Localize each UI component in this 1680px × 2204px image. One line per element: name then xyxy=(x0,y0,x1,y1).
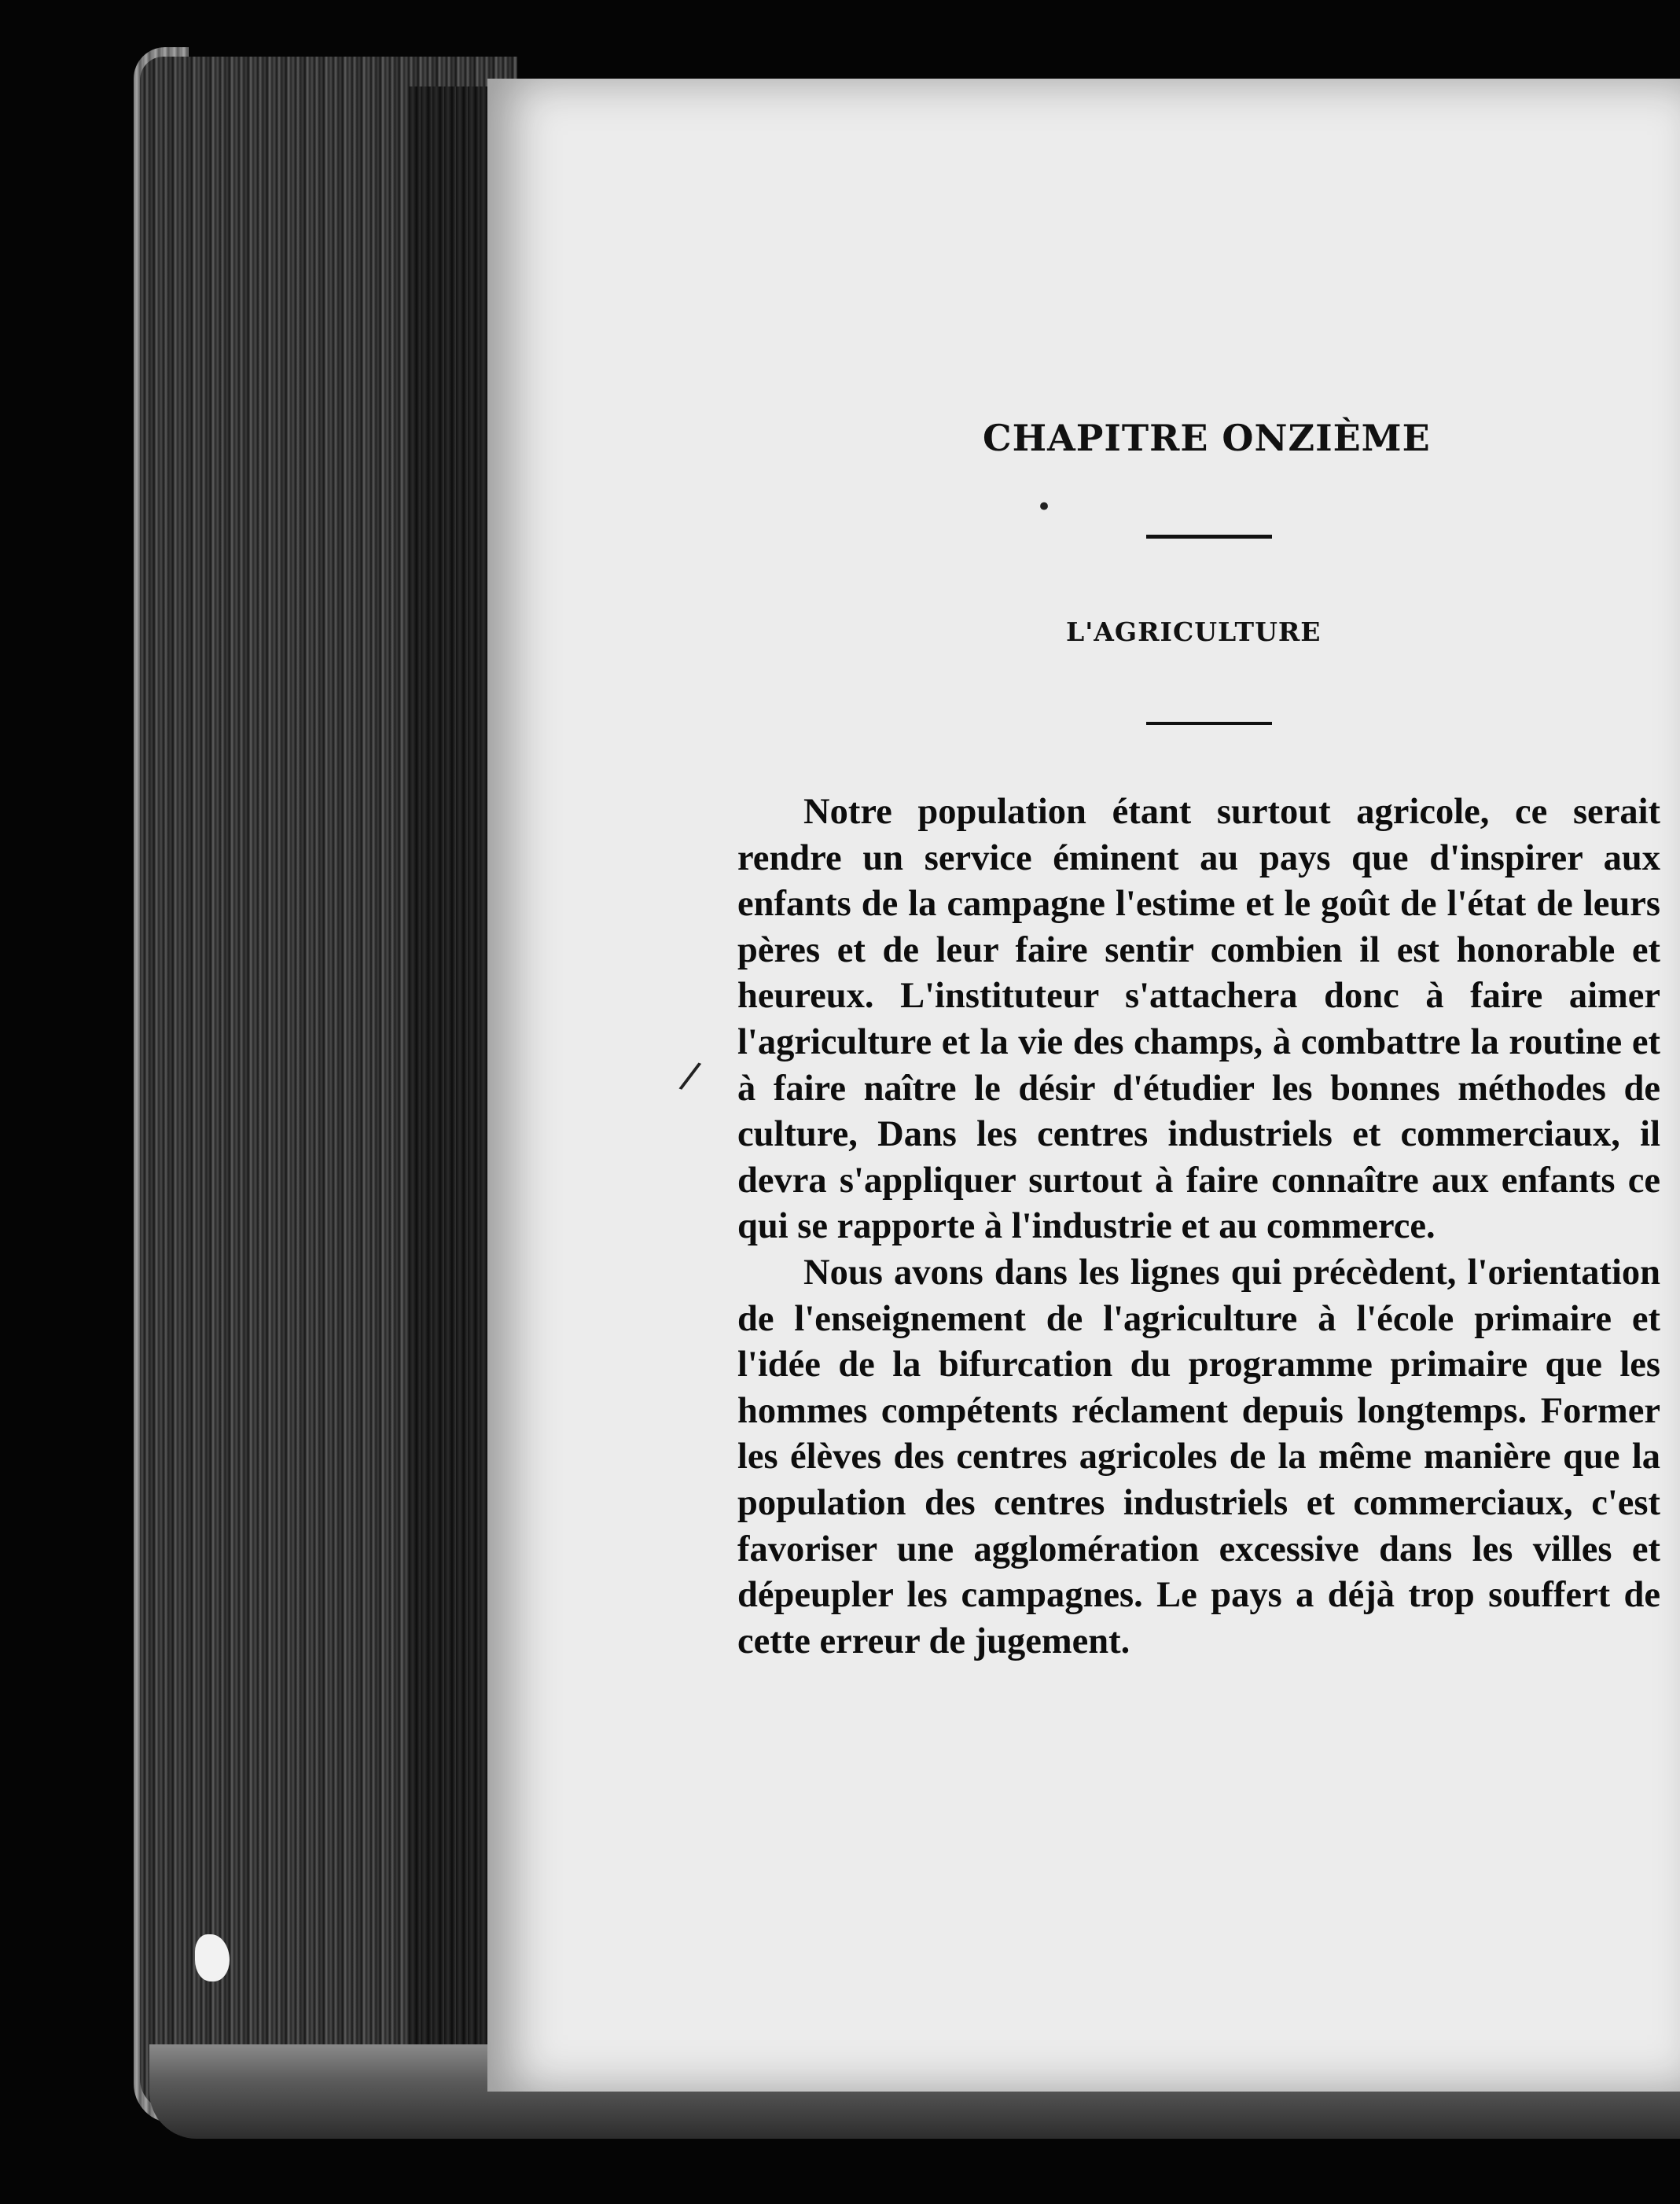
body-text xyxy=(737,789,1660,1665)
chapter-heading: CHAPITRE ONZIÈME xyxy=(983,417,1431,459)
heading-rule-bottom xyxy=(1146,722,1272,725)
paragraph-1: Notre population étant surtout agricole, ce serait rendre un service éminent au pays que d'inspirer aux enfants de la campagne l'estime et le goût de l'état de leurs pères et de leur faire sentir combien il est honorable et heureux. L'instituteur s'attachera donc à faire aimer l'agriculture et la vie des champs, à combattre la routine et à faire naître le désir d'étudier les bonnes méthodes de culture, Dans les centres industriels et commerciaux, il devra s'appliquer surtout à faire connaître aux enfants ce qui se rapporte à l'industrie et au commerce. xyxy=(737,792,1660,1247)
section-title: L'AGRICULTURE xyxy=(1066,616,1322,647)
ink-speck: • xyxy=(1036,491,1053,523)
paragraph-2: Nous avons dans les lignes qui précèdent, l'orientation de l'enseignement de l'agriculture à l'école primaire et l'idée de la bifurcation du programme primaire que les hommes compétents réclament depuis longtemps. Former les élèves des centres agricoles de la même manière que la population des centres industriels et commerciaux, c'est favoriser une agglomération excessive dans les villes et dépeupler les campagnes. Le pays a déjà trop souffert de cette erreur de jugement. xyxy=(737,1252,1660,1661)
heading-rule-top xyxy=(1146,535,1272,539)
pencil-mark: / xyxy=(676,1052,704,1099)
